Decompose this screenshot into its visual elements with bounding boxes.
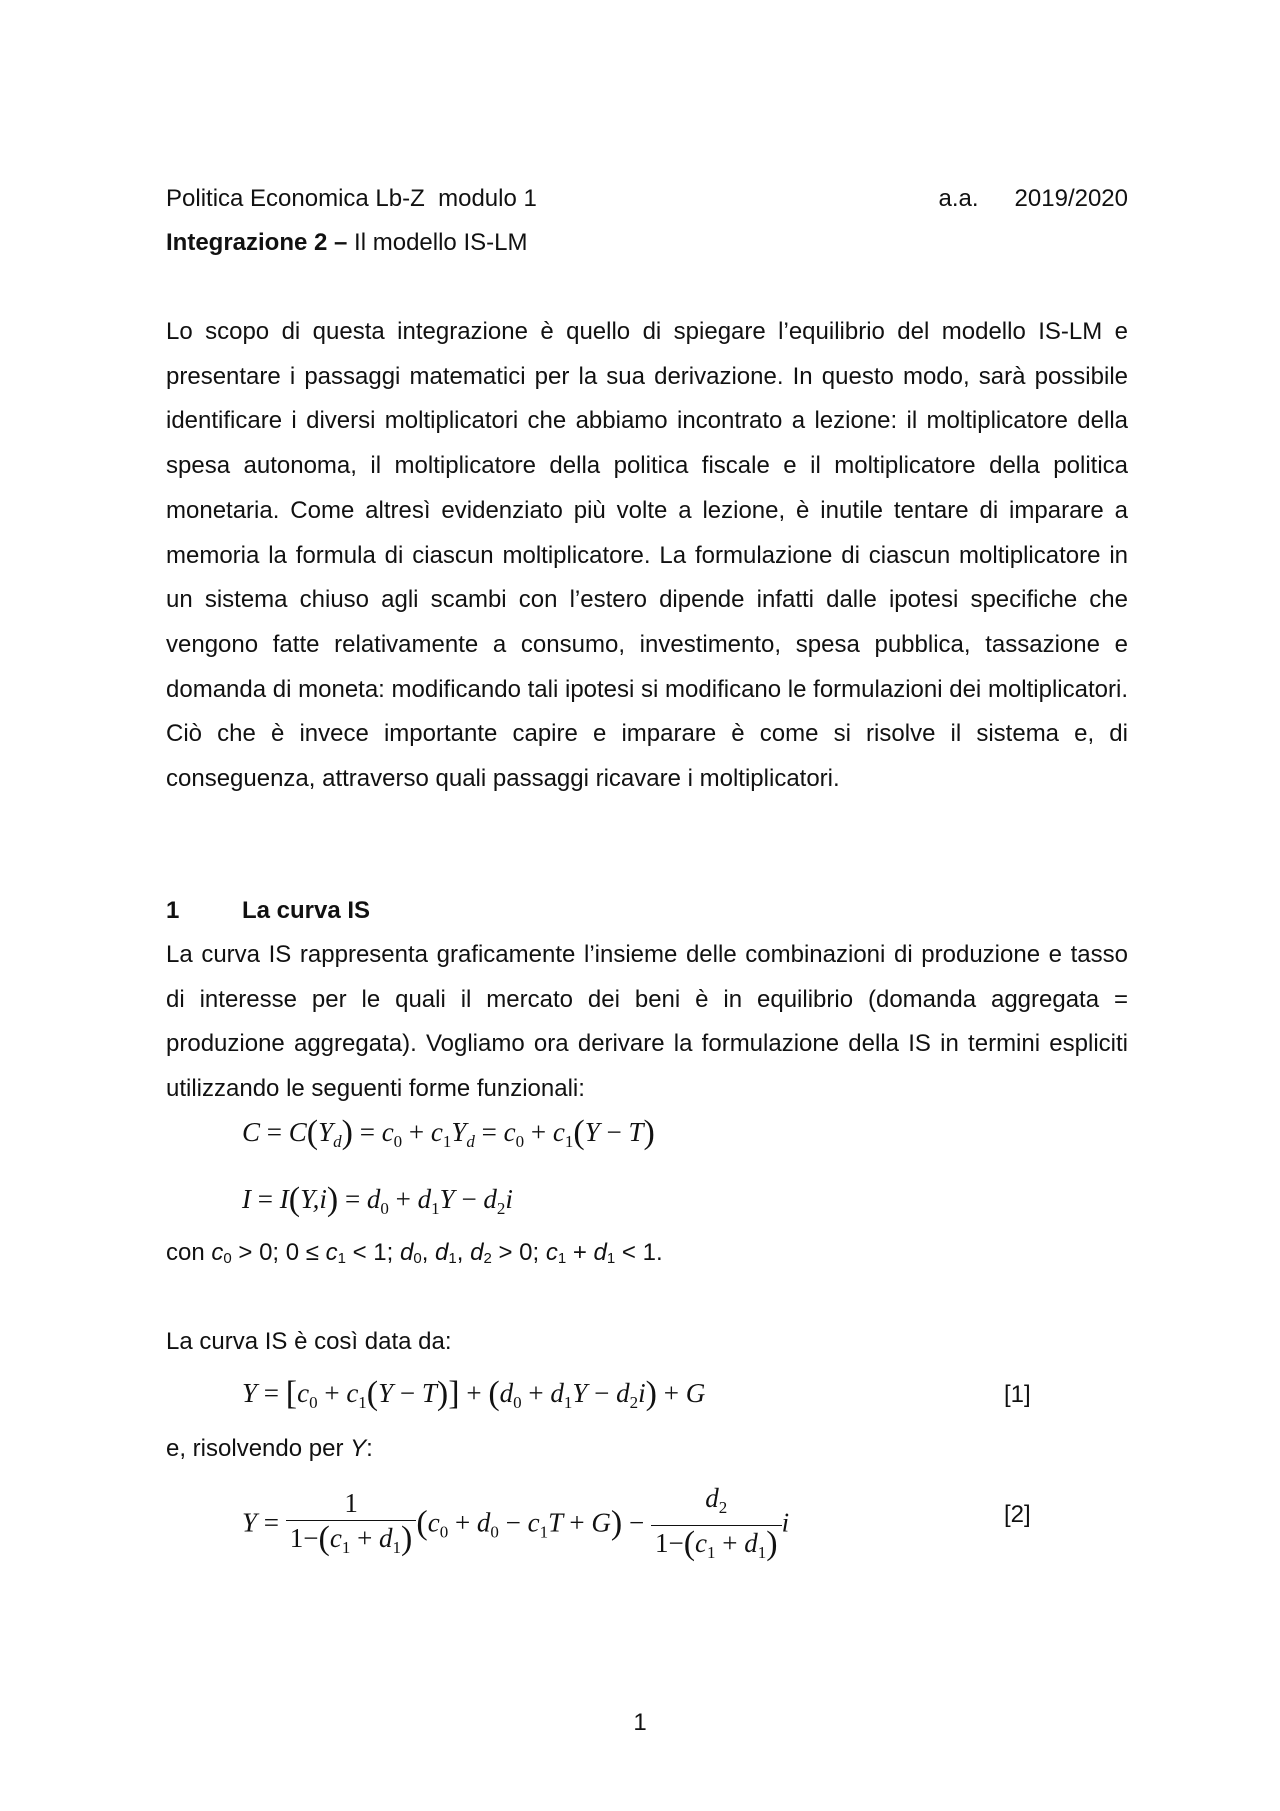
is-equation-1: $Y = [c_0 + c_1(Y - T)] + (d_0 + d_1Y - d_2i) + G$	[242, 1375, 706, 1412]
year-value: 2019/2020	[1014, 185, 1128, 212]
intro-paragraph: Lo scopo di questa integrazione è quello di spiegare l’equilibrio del modello IS-LM e presentare i passaggi matematici per la sua derivazione. In questo modo, sarà possibile identificare i diversi moltiplicatori che abbiamo incontrato a lezione: il moltiplicatore della spesa autonoma, il moltiplicatore della politica fiscale e il moltiplicatore della politica monetaria. Come altresì evidenziato più volte a lezione, è inutile tentare di imparare a memoria la formula di ciascun moltiplicatore. La formulazione di ciascun moltiplicatore in un sistema chiuso agli scambi con l’estero dipende infatti dalle ipotesi specifiche che vengono fatte relativamente a consumo, investimento, spesa pubblica, tassazione e domanda di moneta: modificando tali ipotesi si modificano le formulazioni dei moltiplicatori. Ciò che è invece importante capire e imparare è come si risolve il sistema e, di conseguenza, attraverso quali passaggi ricavare i moltiplicatori.	[166, 318, 1128, 793]
consumption-equation: $C = C(Y_d) = c_0 + c_1Y_d = c_0 + c_1(Y - T)$	[242, 1114, 655, 1151]
solving-text: e, risolvendo per Y:	[166, 1435, 373, 1462]
multiplier-fraction: $\frac{1}{1-(c_1 + d_1)}$	[286, 1488, 417, 1563]
section-paragraph: La curva IS rappresenta graficamente l’insieme delle combinazioni di produzione e tasso di interesse per le quali il mercato dei beni è in equilibrio (domanda aggregata = produzione aggregata). Vogliamo ora derivare la formulazione della IS in termini espliciti utilizzando le seguenti forme funzionali:	[166, 941, 1128, 1103]
section-number: 1	[166, 897, 180, 924]
academic-year	[939, 184, 1128, 214]
section-title: La curva IS	[242, 897, 371, 924]
investment-equation: $I = I(Y,i) = d_0 + d_1Y - d_2i$	[242, 1181, 513, 1218]
equation-2-label: [2]	[1004, 1501, 1031, 1528]
interest-fraction: $\frac{d_2}{1-(c_1 + d_1)}$	[651, 1483, 782, 1568]
document-subtitle	[166, 228, 527, 258]
is-equation-2: Y = $\frac{1}{1-(c_1 + d_1)}$ $(c_0 + d_0 - c_1T + G)$ − $\frac{d_2}{1-(c_1 + d_1)}$ i	[242, 1483, 789, 1568]
equation-1-label: [1]	[1004, 1381, 1031, 1408]
parameter-conditions: con $c_0 > 0$; $0 \le c_1 < 1$; $d_0$, $d_1$, $d_2 > 0$; $c_1 + d_1 < 1$.	[166, 1239, 663, 1267]
is-intro-text: La curva IS è così data da:	[166, 1328, 452, 1355]
page-number: 1	[633, 1709, 647, 1736]
subtitle-bold: Integrazione 2 –	[166, 229, 348, 256]
course-title: Politica Economica Lb-Z modulo 1	[166, 185, 537, 212]
subtitle-text: Il modello IS-LM	[347, 229, 528, 256]
document-header	[166, 184, 1128, 214]
section-heading	[166, 896, 370, 926]
aa-label: a.a.	[938, 185, 979, 212]
